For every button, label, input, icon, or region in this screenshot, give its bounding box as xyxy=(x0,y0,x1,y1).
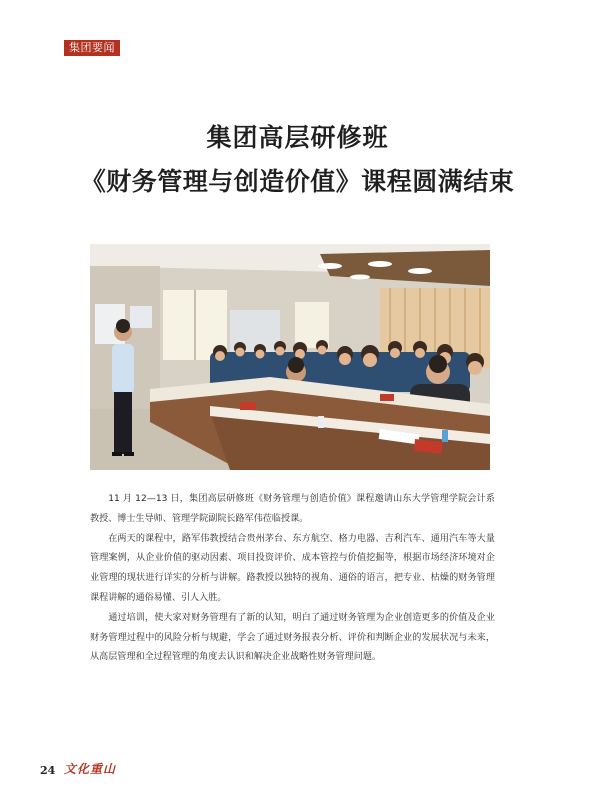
article-title-line1: 集团高层研修班 xyxy=(206,123,389,152)
section-tag: 集团要闻 xyxy=(64,40,120,56)
article-paragraph: 通过培训，使大家对财务管理有了新的认知，明白了通过财务管理为企业创造更多的价值及企业财务管理过程中的风险分析与规避，学会了通过财务报表分析、评价和判断企业的发展状况与未来，从高层管理和全过程管理的角度去认识和解决企业战略性财务管理问题。 xyxy=(90,612,495,663)
article-paragraph: 在两天的课程中，路军伟教授结合贵州茅台、东方航空、格力电器、吉利汽车、通用汽车等大量管理案例，从企业价值的驱动因素、项目投资评价、成本管控与价值挖掘等，根据市场经济环境对企业管理的现状进行详实的分析与讲解。路教授以独特的视角、通俗的语言，把专业、枯燥的财务管理课程讲解的通俗易懂、引人入胜。 xyxy=(90,533,495,603)
page-number: 24 xyxy=(40,764,56,777)
article-body xyxy=(90,490,495,668)
magazine-logo: 文化重山 xyxy=(64,762,117,776)
article-paragraph: 11 月 12—13 日，集团高层研修班《财务管理与创造价值》课程邀请山东大学管理学院会计系教授、博士生导师、管理学院副院长路军伟莅临授课。 xyxy=(90,494,495,524)
article-title-line2: 《财务管理与创造价值》课程圆满结束 xyxy=(80,167,515,196)
classroom-photo xyxy=(90,244,490,470)
classroom-photo-illustration xyxy=(90,244,490,470)
